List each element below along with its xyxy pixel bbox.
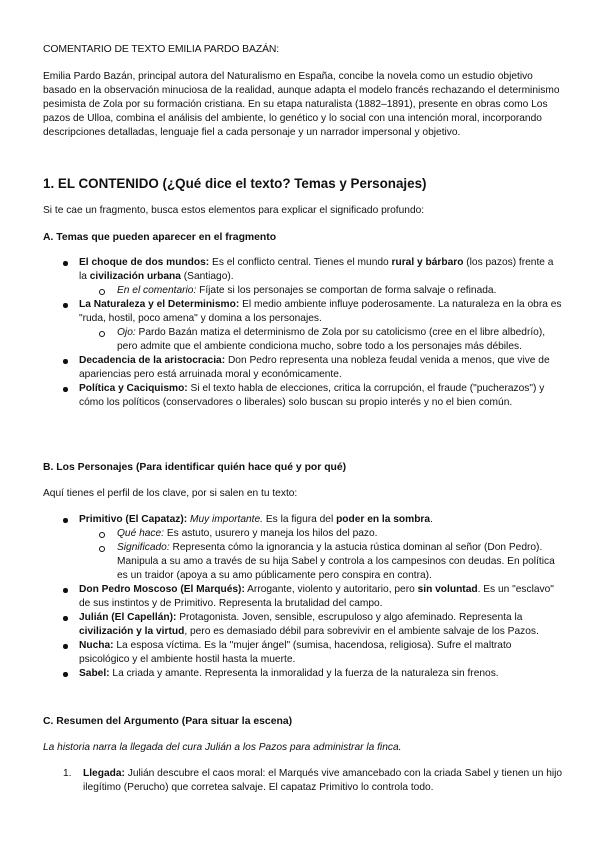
character-subitems [79, 527, 563, 583]
plot-list [63, 767, 563, 795]
intro-paragraph: Emilia Pardo Bazán, principal autora del Naturalismo en España, concibe la novela como un estudio objetivo basado en la observación minuciosa de la realidad, aunque adapta el modelo francés rechazando el determinismo pesimista de Zola por su formación cristiana. En su etapa naturalista (1882–1891), presente en obras como Los pazos de Ulloa, combina el análisis del ambiente, lo genético y lo social con una intención moral, incorporando descripciones detalladas, lenguaje fiel a cada personaje y un narrador impersonal y objetivo. [43, 71, 560, 138]
themes-list [43, 256, 563, 410]
character-item-pedro: Don Pedro Moscoso (El Marqués): Arrogante, violento y autoritario, pero sin voluntad. Es un "esclavo" de sus instintos y de Primitivo. Representa la brutalidad del campo. [43, 583, 563, 611]
theme-item: El choque de dos mundos: Es el conflicto central. Tienes el mundo rural y bárbaro (los pazos) frente a la civilización urbana (Santiago). En el comentario: Fíjate si los personajes se comportan de forma salvaje o refinada. [43, 256, 563, 298]
section-a-heading: A. Temas que pueden aparecer en el fragmento [43, 232, 277, 243]
theme-subitem: Ojo: Pardo Bazán matiza el determinismo de Zola por su catolicismo (cree en el libre albedrío), pero admite que el ambiente condiciona mucho, sobre todo a los personajes más débiles. [79, 326, 563, 354]
character-item-julian: Julián (El Capellán): Protagonista. Joven, sensible, escrupuloso y algo afeminado. Representa la civilización y la virtud, pero es demasiado débil para sobrevivir en el ambiente salvaje de los Pazos. [43, 611, 563, 639]
theme-item: La Naturaleza y el Determinismo: El medio ambiente influye poderosamente. La naturaleza en la obra es "ruda, hostil, poco amena" y domina a los personajes. Ojo: Pardo Bazán matiza el determinismo de Zola por su catolicismo (cree en el libre albedrío), pero admite que el ambiente condiciona mucho, sobre todo a los personajes más débiles. [43, 298, 563, 354]
theme-item: Decadencia de la aristocracia: Don Pedro representa una nobleza feudal venida a menos, que vive de apariencias pero está arruinada moral y económicamente. [43, 354, 563, 382]
characters-list [43, 513, 563, 681]
section-c-lead: La historia narra la llegada del cura Julián a los Pazos para administrar la finca. [43, 742, 402, 753]
section-b-heading: B. Los Personajes (Para identificar quién hace qué y por qué) [43, 462, 347, 473]
section-1-lead: Si te cae un fragmento, busca estos elementos para explicar el significado profundo: [43, 205, 425, 216]
document-title: COMENTARIO DE TEXTO EMILIA PARDO BAZÁN: [43, 44, 280, 55]
section-b-lead: Aquí tienes el perfil de los clave, por si salen en tu texto: [43, 488, 298, 499]
character-item-nucha: Nucha: La esposa víctima. Es la "mujer ángel" (sumisa, hacendosa, religiosa). Sufre el maltrato psicológico y el ambiente hostil hasta la muerte. [43, 639, 563, 667]
character-subitem: Significado: Representa cómo la ignorancia y la astucia rústica dominan al señor (Don Pedro). Manipula a su amo a través de su hija Sabel y controla a los campesinos con deudas. En política es un traidor (apoya a su amo públicamente pero conspira en contra). [79, 541, 563, 583]
character-item-sabel: Sabel: La criada y amante. Representa la inmoralidad y la fuerza de la naturaleza sin frenos. [43, 667, 563, 681]
section-1-heading: 1. EL CONTENIDO (¿Qué dice el texto? Temas y Personajes) [43, 176, 427, 191]
theme-subitem: En el comentario: Fíjate si los personajes se comportan de forma salvaje o refinada. [79, 284, 563, 298]
plot-item: 1. Llegada: Julián descubre el caos moral: el Marqués vive amancebado con la criada Sabel y tienen un hijo ilegítimo (Perucho) que corretea salvaje. El capataz Primitivo lo controla todo. [63, 768, 563, 793]
theme-item: Política y Caciquismo: Si el texto habla de elecciones, critica la corrupción, el fraude ("pucherazos") y cómo los políticos (conservadores o liberales) solo buscan su propio interés y no el bien común. [43, 382, 563, 410]
section-c-heading: C. Resumen del Argumento (Para situar la escena) [43, 716, 293, 727]
theme-subitems [79, 326, 563, 354]
character-item-primitivo: Primitivo (El Capataz): Muy importante. Es la figura del poder en la sombra. Qué hace: Es astuto, usurero y maneja los hilos del pazo. Significado: Representa cómo la ignorancia y la astucia rústica dominan al señor (Don Pedro). Manipula a su amo a través de su hija Sabel y controla a los campesinos con deudas. En política es un traidor (apoya a su amo públicamente pero conspira en contra). [43, 513, 563, 583]
character-subitem: Qué hace: Es astuto, usurero y maneja los hilos del pazo. [79, 527, 563, 541]
theme-subitems [79, 284, 563, 298]
